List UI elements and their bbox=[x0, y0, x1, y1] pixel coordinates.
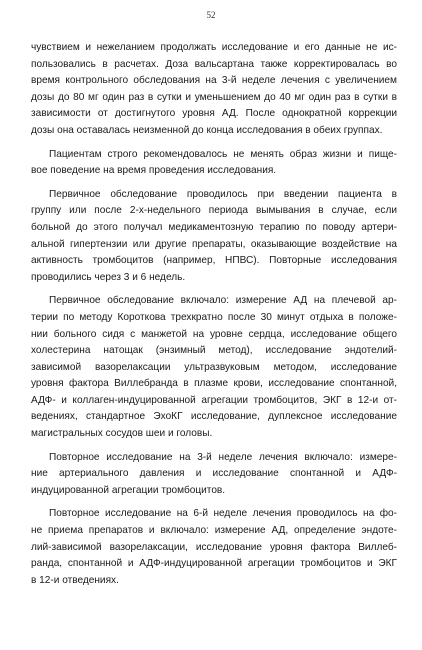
text-line: время контрольного обследования на 3-й неделе лечения с увеличением bbox=[31, 75, 397, 87]
paragraph-week3-exam bbox=[31, 450, 397, 500]
paragraph-initial-exam-timing bbox=[31, 187, 397, 287]
text-line: индуцированной агрегации тромбоцитов. bbox=[31, 484, 226, 496]
text-line: Пациентам строго рекомендовалось не менять образ жизни и пище- bbox=[49, 148, 397, 160]
paragraph-lifestyle bbox=[31, 147, 397, 180]
text-line: дозы до 80 мг один раз в сутки и уменьшением до 40 мг один раз в сутки в bbox=[31, 91, 397, 103]
text-line: терии по методу Короткова трехкратно после 30 минут отдыха в положе- bbox=[31, 311, 397, 323]
text-line: ведениях, стандартное ЭхоКГ исследование, дуплексное исследование bbox=[31, 411, 397, 423]
text-line: зависимости от достигнутого уровня АД. После однократной коррекции bbox=[31, 108, 397, 120]
text-line: дозы она оставалась неизменной до конца исследования в обеих группах. bbox=[31, 124, 383, 136]
text-line: больной до этого получал медикаментозную терапию по поводу артери- bbox=[31, 221, 397, 233]
text-line: Первичное обследование проводилось при введении пациента в bbox=[49, 188, 397, 200]
text-line: ранда, спонтанной и АДФ-индуцированной агрегации тромбоцитов и ЭКГ bbox=[31, 558, 397, 570]
text-line: холестерина натощак (энзимный метод), исследование эндотелий- bbox=[31, 345, 397, 357]
text-line: магистральных сосудов шеи и головы. bbox=[31, 428, 213, 440]
document-body bbox=[31, 40, 397, 596]
paragraph-week6-exam bbox=[31, 506, 397, 589]
text-line: в 12-и отведениях. bbox=[31, 574, 119, 586]
text-line: уровня фактора Виллебранда в плазме крови, исследование спонтанной, bbox=[31, 378, 397, 390]
text-line: активность тромбоцитов (например, НПВС). Повторные исследования bbox=[31, 255, 397, 267]
text-line: зависимой вазорелаксации ультразвуковым методом, исследование bbox=[31, 361, 397, 373]
page-number: 52 bbox=[206, 10, 216, 20]
text-line: Повторное исследование на 3-й неделе лечения включало: измере- bbox=[49, 451, 397, 463]
paragraph-valsartan-dosing bbox=[31, 40, 397, 140]
text-line: чувствием и нежеланием продолжать исследование и его данные не ис- bbox=[31, 42, 397, 53]
text-line: альной гипертензии или другие препараты, оказывающие воздействие на bbox=[31, 238, 397, 250]
text-line: пользовались в расчетах. Доза вальсартана также корректировалась во bbox=[31, 58, 397, 70]
text-line: ние артериального давления и исследование спонтанной и АДФ- bbox=[31, 468, 397, 480]
paragraph-initial-exam-contents bbox=[31, 293, 397, 442]
text-line: не приема препаратов и включало: измерение АД, определение эндоте- bbox=[31, 525, 397, 537]
text-line: лий-зависимой вазорелаксации, исследование уровня фактора Виллеб- bbox=[31, 541, 397, 553]
text-line: нии больного сидя с манжетой на уровне сердца, исследование общего bbox=[31, 328, 397, 340]
text-line: АДФ- и коллаген-индуцированной агрегации тромбоцитов, ЭКГ в 12-и от- bbox=[31, 394, 397, 406]
text-line: вое поведение на время проведения исследования. bbox=[31, 165, 277, 177]
text-line: Повторное исследование на 6-й неделе лечения проводилось на фо- bbox=[49, 508, 397, 520]
text-line: группу или после 2-х-недельного периода вымывания в случае, если bbox=[31, 205, 397, 217]
text-line: Первичное обследование включало: измерение АД на плечевой ар- bbox=[49, 295, 397, 307]
text-line: проводились через 3 и 6 недель. bbox=[31, 271, 186, 283]
